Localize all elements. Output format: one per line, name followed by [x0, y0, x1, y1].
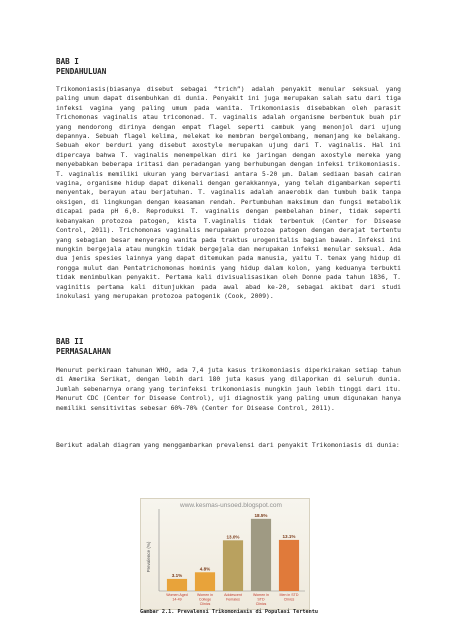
category-label-1: Women Aged: [166, 593, 188, 597]
bab1-subtitle: PENDAHULUAN: [56, 67, 107, 76]
bar-3: [223, 540, 243, 591]
bab1-paragraph: Trikomoniasis(biasanya disebut sebagai “trich”) adalah penyakit menular seksual yang paling umum dapat disembuhkan di dunia. Penyakit ini juga merupakan salah satu dari tiga infeksi vagina yang paling umum pada wanita. Trikomoniasis disebabkan oleh parasit Trichomonas vaginalis atau tricomonad. T. vaginalis adalah organisme berbentuk buah pir yang mendorong dirinya dengan empat flagel seperti cambuk yang menonjol dari ujung depannya. Sebuah flagel kelima, melekat ke membran bergelombang, memanjang ke belakang. Sebuah ekor berduri yang disebut axostyle merupakan ujung dari T. vaginalis. Hal ini dipercaya bahwa T. vaginalis menempelkan diri ke jaringan dengan axostyle mereka yang menyebabkan beberapa iritasi dan peradangan yang berhubungan dengan infeksi trikomoniasis. T. vaginalis memiliki ukuran yang bervariasi antara 5-20 μm. Dalam sediaan basah cairan vagina, organisme hidup dapat dikenali dengan gerakkannya, yang telah digambarkan seperti menyentak, berayun atau berjatuhan. T. vaginalis adalah anaerobik dan tumbuh baik tanpa oksigen, di lingkungan dengan keasaman rendah. Pertumbuhan maksimum dan fungsi metabolik dicapai pada pH 6,0. Reproduksi T. vaginalis dengan pembelahan biner, tidak seperti kebanyakan protozoa patogen, kista T.vaginalis tidak terbentuk (Center for Disease Control, 2011). Trichomonas vaginalis merupakan protozoa patogen dengan derajat tertentu yang sebagian besar menyerang wanita pada traktus urogenitalis bagian bawah. Infeksi ini mungkin bergejala atau mungkin tidak bergejala dan merupakan infeksi menular seksual. Ada dua jenis spesies lainnya yang dapat ditemukan pada manusia, yaitu T. tenax yang hidup di rongga mulut dan Pentatrichomonas hominis yang hidup dalam kolon, yang keduanya terbukti tidak menimbulkan penyakit. Pertama kali divisualisasikan oleh Donne pada tahun 1836, T. vaginitis pertama kali ditunjukkan pada awal abad ke-20, sebagai akibat dari studi inokulasi yang merupakan protozoa patogenik (Cook, 2009).: [56, 86, 401, 300]
bar-5: [279, 540, 299, 591]
bab2-subtitle: PERMASALAHAN: [56, 347, 111, 356]
category-label-4: STD: [257, 597, 265, 602]
bar-4: [251, 519, 271, 591]
category-label-2: Women in: [196, 593, 214, 597]
bab2-title: BAB II: [56, 337, 84, 346]
category-label-5: Men in STD: [279, 593, 299, 597]
figure-caption: Gambar 2.1. Prevalensi Trikomoniasis di Populasi Tertentu: [140, 609, 319, 615]
watermark-text: www.kesmas-unsoed.blogspot.com: [180, 502, 282, 509]
chart-container: [140, 498, 310, 610]
category-label-2: Clinics: [199, 601, 211, 606]
category-label-4: Clinics: [255, 601, 267, 606]
bab1-title: BAB I: [56, 57, 79, 66]
category-label-1: 14-49: [172, 597, 182, 602]
bar-value-label-4: 18.5%: [254, 512, 268, 518]
category-label-3: Females: [226, 597, 240, 602]
bar-1: [167, 579, 187, 591]
bab2-paragraph: Menurut perkiraan tahunan WHO, ada 7,4 juta kasus trikomoniasis diperkirakan setiap tahun di Amerika Serikat, dengan lebih dari 180 juta kasus yang dilaporkan di seluruh dunia. Jumlah sebenarnya orang yang terinfeksi trikomoniasis mungkin jauh lebih tinggi dari itu. Menurut CDC (Center for Disease Control), uji diagnostik yang paling umum digunakan hanya memiliki sensitivitas sebesar 60%-70% (Center for Disease Control, 2011).: [56, 367, 401, 412]
category-label-3: Adolescent: [224, 593, 242, 597]
y-axis-label: Prevalence (%): [146, 541, 151, 573]
category-label-4: Women in: [252, 593, 270, 597]
bar-value-label-3: 13.0%: [226, 534, 240, 540]
bar-value-label-1: 3.1%: [171, 572, 183, 578]
prevalence-figure: [140, 498, 319, 618]
bar-2: [195, 572, 215, 591]
prevalence-bar-chart: [141, 499, 309, 609]
bar-value-label-5: 13.1%: [282, 533, 296, 539]
category-label-5: Clinics: [283, 597, 295, 602]
bar-value-label-2: 4.8%: [199, 566, 211, 572]
bab2-intro-line: Berikut adalah diagram yang menggambarkan prevalensi dari penyakit Trikomoniasis di dunia:: [56, 442, 400, 449]
category-label-2: College: [198, 597, 212, 602]
